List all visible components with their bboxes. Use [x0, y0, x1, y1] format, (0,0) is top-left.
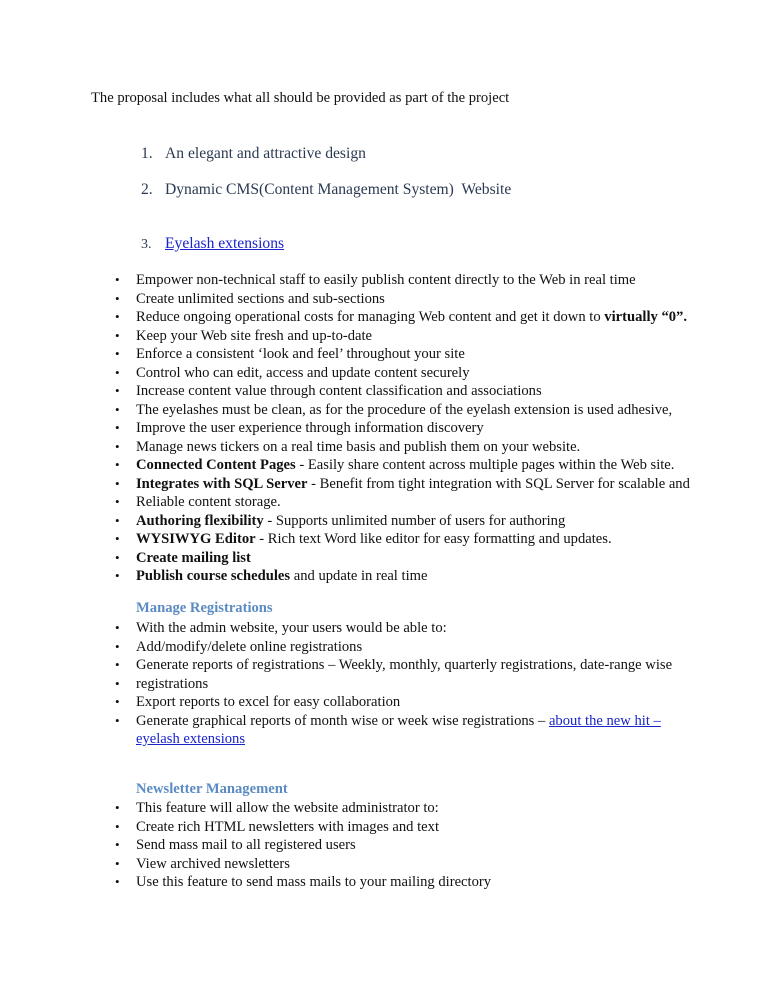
bullet-icon: •: [115, 272, 120, 287]
bullet-icon: •: [115, 800, 120, 815]
bullet-icon: •: [115, 457, 120, 472]
bullet-icon: •: [115, 818, 120, 834]
bullet-icon: •: [115, 675, 120, 691]
bullet-icon: •: [115, 874, 120, 889]
list-item: • Integrates with SQL Server - Benefit from tight integration with SQL Server for scalable and: [115, 475, 690, 492]
list-item: • Create unlimited sections and sub-sections: [115, 290, 385, 307]
eyelash-extensions-link[interactable]: Eyelash extensions: [165, 235, 285, 252]
item-number: 1.: [141, 145, 153, 162]
list-item: • Empower non-technical staff to easily publish content directly to the Web in real time: [115, 272, 636, 288]
list-item: • WYSIWYG Editor - Rich text Word like editor for easy formatting and updates.: [115, 531, 612, 547]
newsletter-management-heading: Newsletter Management: [136, 781, 288, 797]
features-list: [113, 271, 690, 586]
bullet-icon: •: [115, 694, 120, 709]
numbered-item-3: [141, 234, 284, 255]
list-item: • Connected Content Pages - Easily share content across multiple pages within the Web site.: [115, 457, 675, 473]
list-item: • Create mailing list: [115, 549, 251, 566]
bullet-icon: •: [115, 712, 120, 728]
bullet-icon: •: [115, 346, 120, 361]
bullet-icon: •: [115, 494, 120, 509]
list-item: • Enforce a consistent ‘look and feel’ throughout your site: [115, 346, 465, 362]
list-item: • Increase content value through content classification and associations: [115, 383, 542, 399]
list-item-continuation: [113, 730, 672, 749]
list-item: • This feature will allow the website administrator to:: [115, 800, 439, 816]
list-item: • Create rich HTML newsletters with images and text: [115, 818, 439, 835]
bullet-icon: •: [115, 309, 120, 324]
bullet-icon: •: [115, 620, 120, 635]
list-item: • Add/modify/delete online registrations: [115, 638, 363, 655]
about-new-hit-link[interactable]: about the new hit –: [548, 712, 661, 729]
list-item: • registrations: [115, 675, 209, 692]
item-text: Dynamic CMS(Content Management System) Website: [165, 181, 512, 198]
list-item: • Use this feature to send mass mails to your mailing directory: [115, 874, 492, 890]
list-item: • Keep your Web site fresh and up-to-date: [115, 327, 373, 344]
bullet-icon: •: [115, 549, 120, 565]
intro-paragraph: The proposal includes what all should be provided as part of the project: [91, 90, 510, 106]
manage-registrations-heading: Manage Registrations: [136, 600, 273, 616]
bullet-icon: •: [115, 531, 120, 546]
list-item: • Manage news tickers on a real time basis and publish them on your website.: [115, 438, 581, 455]
list-item: • The eyelashes must be clean, as for the procedure of the eyelash extension is used adhesive,: [115, 401, 673, 418]
newsletter-management-list: [113, 799, 491, 892]
numbered-item-1: [141, 144, 366, 164]
bullet-icon: •: [115, 290, 120, 306]
bullet-icon: •: [115, 568, 120, 583]
bullet-icon: •: [115, 638, 120, 654]
bullet-icon: •: [115, 327, 120, 343]
eyelash-extensions-link-2[interactable]: eyelash extensions: [136, 731, 246, 747]
list-item: • Authoring flexibility - Supports unlimited number of users for authoring: [115, 512, 566, 529]
bullet-icon: •: [115, 438, 120, 454]
list-item: • Reduce ongoing operational costs for managing Web content and get it down to virtually “0”.: [115, 309, 687, 325]
bullet-icon: •: [115, 855, 120, 871]
list-item: • Generate graphical reports of month wise or week wise registrations – about the new hit –: [115, 712, 661, 729]
numbered-item-2: [141, 180, 511, 200]
list-item: • Generate reports of registrations – Weekly, monthly, quarterly registrations, date-range wise: [115, 657, 673, 673]
bullet-icon: •: [115, 401, 120, 417]
bullet-icon: •: [115, 383, 120, 398]
bullet-icon: •: [115, 837, 120, 852]
list-item: • Send mass mail to all registered users: [115, 837, 356, 853]
list-item: • Control who can edit, access and update content securely: [115, 364, 470, 381]
list-item: • With the admin website, your users would be able to:: [115, 620, 447, 636]
bullet-icon: •: [115, 475, 120, 491]
item-number: 2.: [141, 181, 153, 198]
list-item: • Publish course schedules and update in real time: [115, 568, 428, 584]
bullet-icon: •: [115, 512, 120, 528]
item-text: An elegant and attractive design: [165, 145, 366, 162]
bullet-icon: •: [115, 657, 120, 672]
bullet-icon: •: [115, 420, 120, 435]
list-item: • Reliable content storage.: [115, 494, 281, 510]
list-item: • Improve the user experience through information discovery: [115, 420, 484, 436]
list-item: • View archived newsletters: [115, 855, 290, 872]
list-item: • Export reports to excel for easy collaboration: [115, 694, 401, 710]
bullet-icon: •: [115, 364, 120, 380]
manage-registrations-list: [113, 619, 672, 749]
item-number: 3.: [141, 237, 152, 252]
